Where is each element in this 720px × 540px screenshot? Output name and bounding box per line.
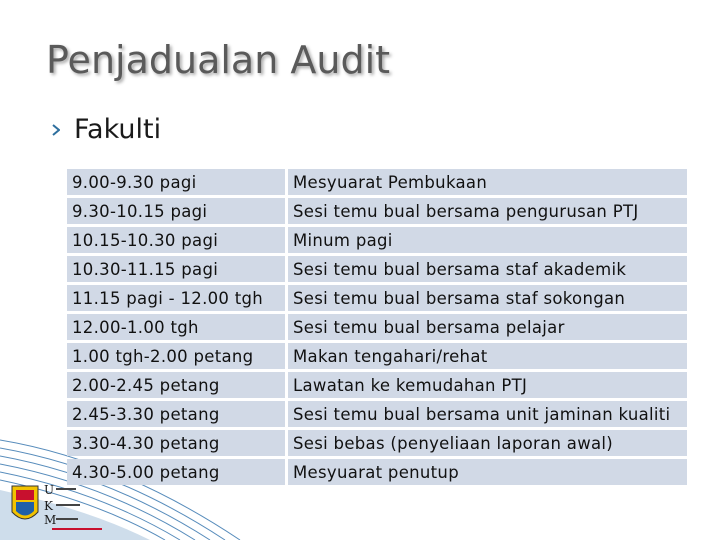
table-row bbox=[67, 198, 687, 224]
time-cell: 1.00 tgh-2.00 petang bbox=[67, 343, 285, 369]
slide-title: Penjadualan Audit bbox=[46, 38, 391, 82]
activity-cell: Sesi temu bual bersama unit jaminan kualiti bbox=[288, 401, 687, 427]
time-cell: 9.00-9.30 pagi bbox=[67, 169, 285, 195]
table-row bbox=[67, 401, 687, 427]
table-row bbox=[67, 169, 687, 195]
time-cell: 2.00-2.45 petang bbox=[67, 372, 285, 398]
activity-cell: Sesi temu bual bersama staf akademik bbox=[288, 256, 687, 282]
bullet-item bbox=[52, 114, 161, 145]
table-row bbox=[67, 372, 687, 398]
bullet-arrow-icon bbox=[52, 124, 60, 136]
svg-text:M: M bbox=[44, 513, 57, 527]
activity-cell: Mesyuarat Pembukaan bbox=[288, 169, 687, 195]
activity-cell: Minum pagi bbox=[288, 227, 687, 253]
table-row bbox=[67, 430, 687, 456]
time-cell: 2.45-3.30 petang bbox=[67, 401, 285, 427]
time-cell: 4.30-5.00 petang bbox=[67, 459, 285, 485]
activity-cell: Mesyuarat penutup bbox=[288, 459, 687, 485]
bullet-text: Fakulti bbox=[74, 114, 162, 145]
table-row bbox=[67, 314, 687, 340]
activity-cell: Sesi temu bual bersama staf sokongan bbox=[288, 285, 687, 311]
activity-cell: Makan tengahari/rehat bbox=[288, 343, 687, 369]
svg-text:U: U bbox=[44, 483, 55, 497]
time-cell: 3.30-4.30 petang bbox=[67, 430, 285, 456]
table-row bbox=[67, 227, 687, 253]
activity-cell: Sesi temu bual bersama pelajar bbox=[288, 314, 687, 340]
schedule-table bbox=[64, 166, 690, 488]
time-cell: 9.30-10.15 pagi bbox=[67, 198, 285, 224]
table-row bbox=[67, 256, 687, 282]
table-row bbox=[67, 459, 687, 485]
time-cell: 12.00-1.00 tgh bbox=[67, 314, 285, 340]
time-cell: 10.30-11.15 pagi bbox=[67, 256, 285, 282]
activity-cell: Lawatan ke kemudahan PTJ bbox=[288, 372, 687, 398]
activity-cell: Sesi bebas (penyeliaan laporan awal) bbox=[288, 430, 687, 456]
time-cell: 10.15-10.30 pagi bbox=[67, 227, 285, 253]
activity-cell: Sesi temu bual bersama pengurusan PTJ bbox=[288, 198, 687, 224]
time-cell: 11.15 pagi - 12.00 tgh bbox=[67, 285, 285, 311]
table-row bbox=[67, 285, 687, 311]
svg-text:K: K bbox=[44, 499, 53, 513]
table-row bbox=[67, 343, 687, 369]
